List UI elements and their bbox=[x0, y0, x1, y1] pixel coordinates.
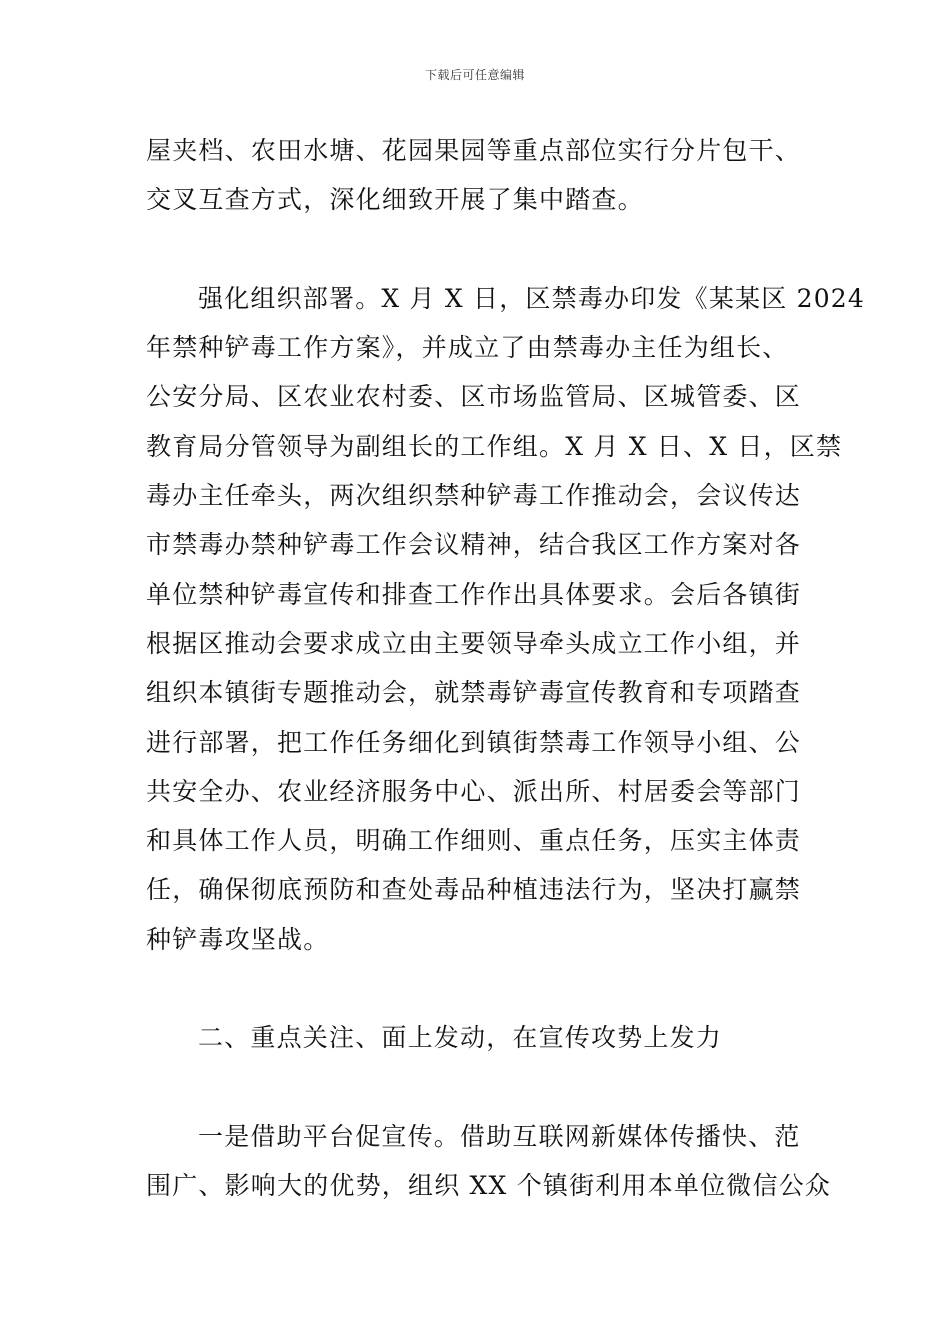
text-line: 公安分局、区农业农村委、区市场监管局、区城管委、区 bbox=[146, 382, 802, 412]
text-line: 任，确保彻底预防和查处毒品种植违法行为，坚决打赢禁 bbox=[146, 875, 802, 905]
text-line: 种铲毒攻坚战。 bbox=[146, 924, 330, 954]
text-line: 强化组织部署。X 月 X 日，区禁毒办印发《某某区 2024 bbox=[198, 283, 866, 313]
text-line: 组织本镇街专题推动会，就禁毒铲毒宣传教育和专项踏查 bbox=[146, 678, 802, 708]
text-line: 市禁毒办禁种铲毒工作会议精神，结合我区工作方案对各 bbox=[146, 530, 802, 560]
document-body bbox=[146, 126, 866, 1211]
text-line: 围广、影响大的优势，组织 XX 个镇街利用本单位微信公众 bbox=[146, 1171, 832, 1201]
text-line: 进行部署，把工作任务细化到镇街禁毒工作领导小组、公 bbox=[146, 727, 802, 757]
paragraph-gap bbox=[146, 1063, 806, 1112]
paragraph-gap bbox=[146, 964, 806, 1013]
paragraph-continuation bbox=[146, 126, 806, 225]
text-line: 单位禁种铲毒宣传和排查工作作出具体要求。会后各镇街 bbox=[146, 579, 802, 609]
page-header-note: 下载后可任意编辑 bbox=[424, 68, 525, 82]
text-line: 交叉互查方式，深化细致开展了集中踏查。 bbox=[146, 185, 644, 215]
paragraph-platform-publicity bbox=[146, 1112, 832, 1211]
text-line: 根据区推动会要求成立由主要领导牵头成立工作小组，并 bbox=[146, 628, 802, 658]
heading-line: 二、重点关注、面上发动，在宣传攻势上发力 bbox=[198, 1023, 723, 1053]
text-line: 教育局分管领导为副组长的工作组。X 月 X 日、X 日，区禁 bbox=[146, 431, 843, 461]
section-heading bbox=[146, 1013, 806, 1062]
text-line: 屋夹档、农田水塘、花园果园等重点部位实行分片包干、 bbox=[146, 136, 802, 165]
text-line: 一是借助平台促宣传。借助互联网新媒体传播快、范 bbox=[198, 1121, 801, 1151]
paragraph-organization-deployment bbox=[146, 274, 866, 964]
text-line: 共安全办、农业经济服务中心、派出所、村居委会等部门 bbox=[146, 776, 802, 806]
text-line: 毒办主任牵头，两次组织禁种铲毒工作推动会，会议传达 bbox=[146, 481, 802, 511]
text-line: 和具体工作人员，明确工作细则、重点任务，压实主体责 bbox=[146, 826, 802, 856]
paragraph-gap bbox=[146, 225, 806, 274]
text-line: 年禁种铲毒工作方案》，并成立了由禁毒办主任为组长、 bbox=[146, 333, 789, 363]
